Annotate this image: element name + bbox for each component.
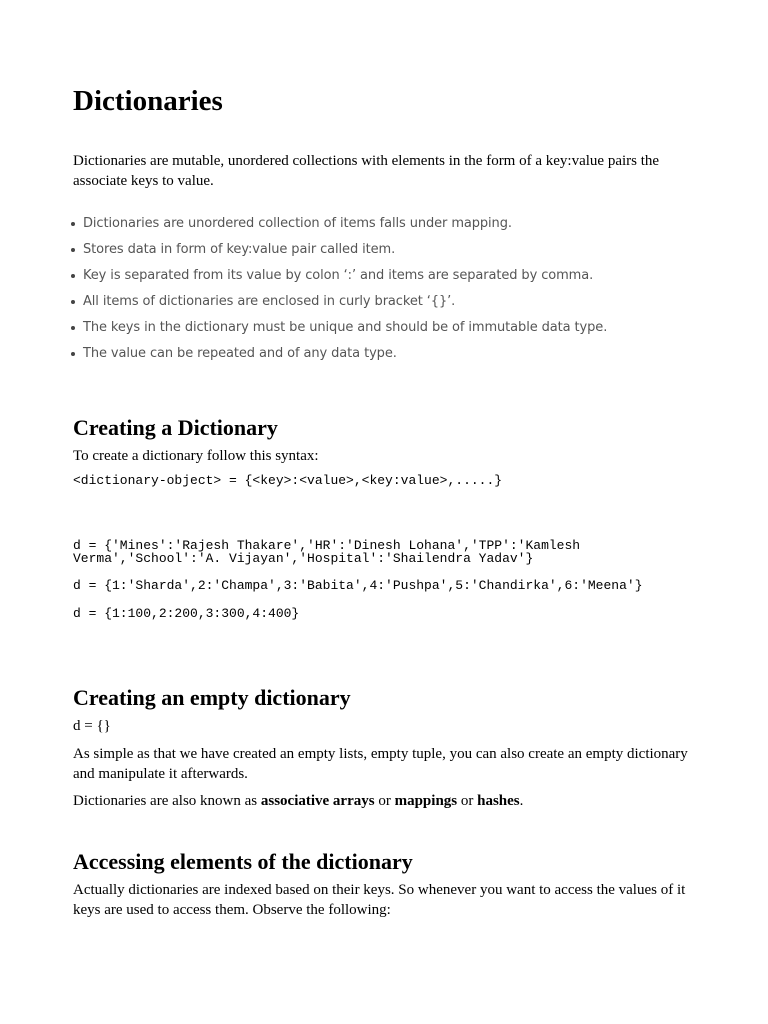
creating-intro: To create a dictionary follow this syntax: <box>73 448 319 464</box>
section-heading-empty: Creating an empty dictionary <box>73 685 351 710</box>
list-item: The keys in the dictionary must be unique and should be of immutable data type. <box>73 318 607 344</box>
term-mappings: mappings <box>394 793 458 809</box>
aliases-suffix: . <box>519 793 524 809</box>
aliases-separator: or <box>374 793 395 809</box>
empty-paragraph: As simple as that we have created an empty lists, empty tuple, you can also create an empty dictionary and manipulate it afterwards. <box>73 746 688 782</box>
feature-list <box>73 214 607 370</box>
term-associative-arrays: associative arrays <box>260 793 375 809</box>
list-item: Dictionaries are unordered collection of items falls under mapping. <box>73 214 607 240</box>
code-example-1: d = {'Mines':'Rajesh Thakare','HR':'Dinesh Lohana','TPP':'Kamlesh Verma','School':'A. Vijayan','Hospital':'Shailendra Yadav'} <box>73 538 581 566</box>
code-example-2: d = {1:'Sharda',2:'Champa',3:'Babita',4:'Pushpa',5:'Chandirka',6:'Meena'} <box>73 578 643 593</box>
list-item: The value can be repeated and of any data type. <box>73 344 607 370</box>
page-title: Dictionaries <box>73 85 223 117</box>
aliases-separator: or <box>457 793 478 809</box>
list-item: Key is separated from its value by colon ‘:’ and items are separated by comma. <box>73 266 607 292</box>
aliases-paragraph <box>73 791 523 811</box>
empty-code: d = {} <box>73 718 111 734</box>
list-item: All items of dictionaries are enclosed in curly bracket ‘{}’. <box>73 292 607 318</box>
section-heading-creating: Creating a Dictionary <box>73 415 278 440</box>
accessing-paragraph: Actually dictionaries are indexed based on their keys. So whenever you want to access the values of it keys are used to access them. Observe the following: <box>73 882 686 918</box>
intro-paragraph: Dictionaries are mutable, unordered collections with elements in the form of a key:value pairs the associate keys to value. <box>73 153 660 189</box>
term-hashes: hashes <box>477 793 520 809</box>
code-example-3: d = {1:100,2:200,3:300,4:400} <box>73 606 300 621</box>
syntax-code: <dictionary-object> = {<key>:<value>,<key:value>,.....} <box>73 473 503 488</box>
section-heading-accessing: Accessing elements of the dictionary <box>73 849 413 874</box>
aliases-prefix: Dictionaries are also known as <box>73 793 261 809</box>
list-item: Stores data in form of key:value pair called item. <box>73 240 607 266</box>
